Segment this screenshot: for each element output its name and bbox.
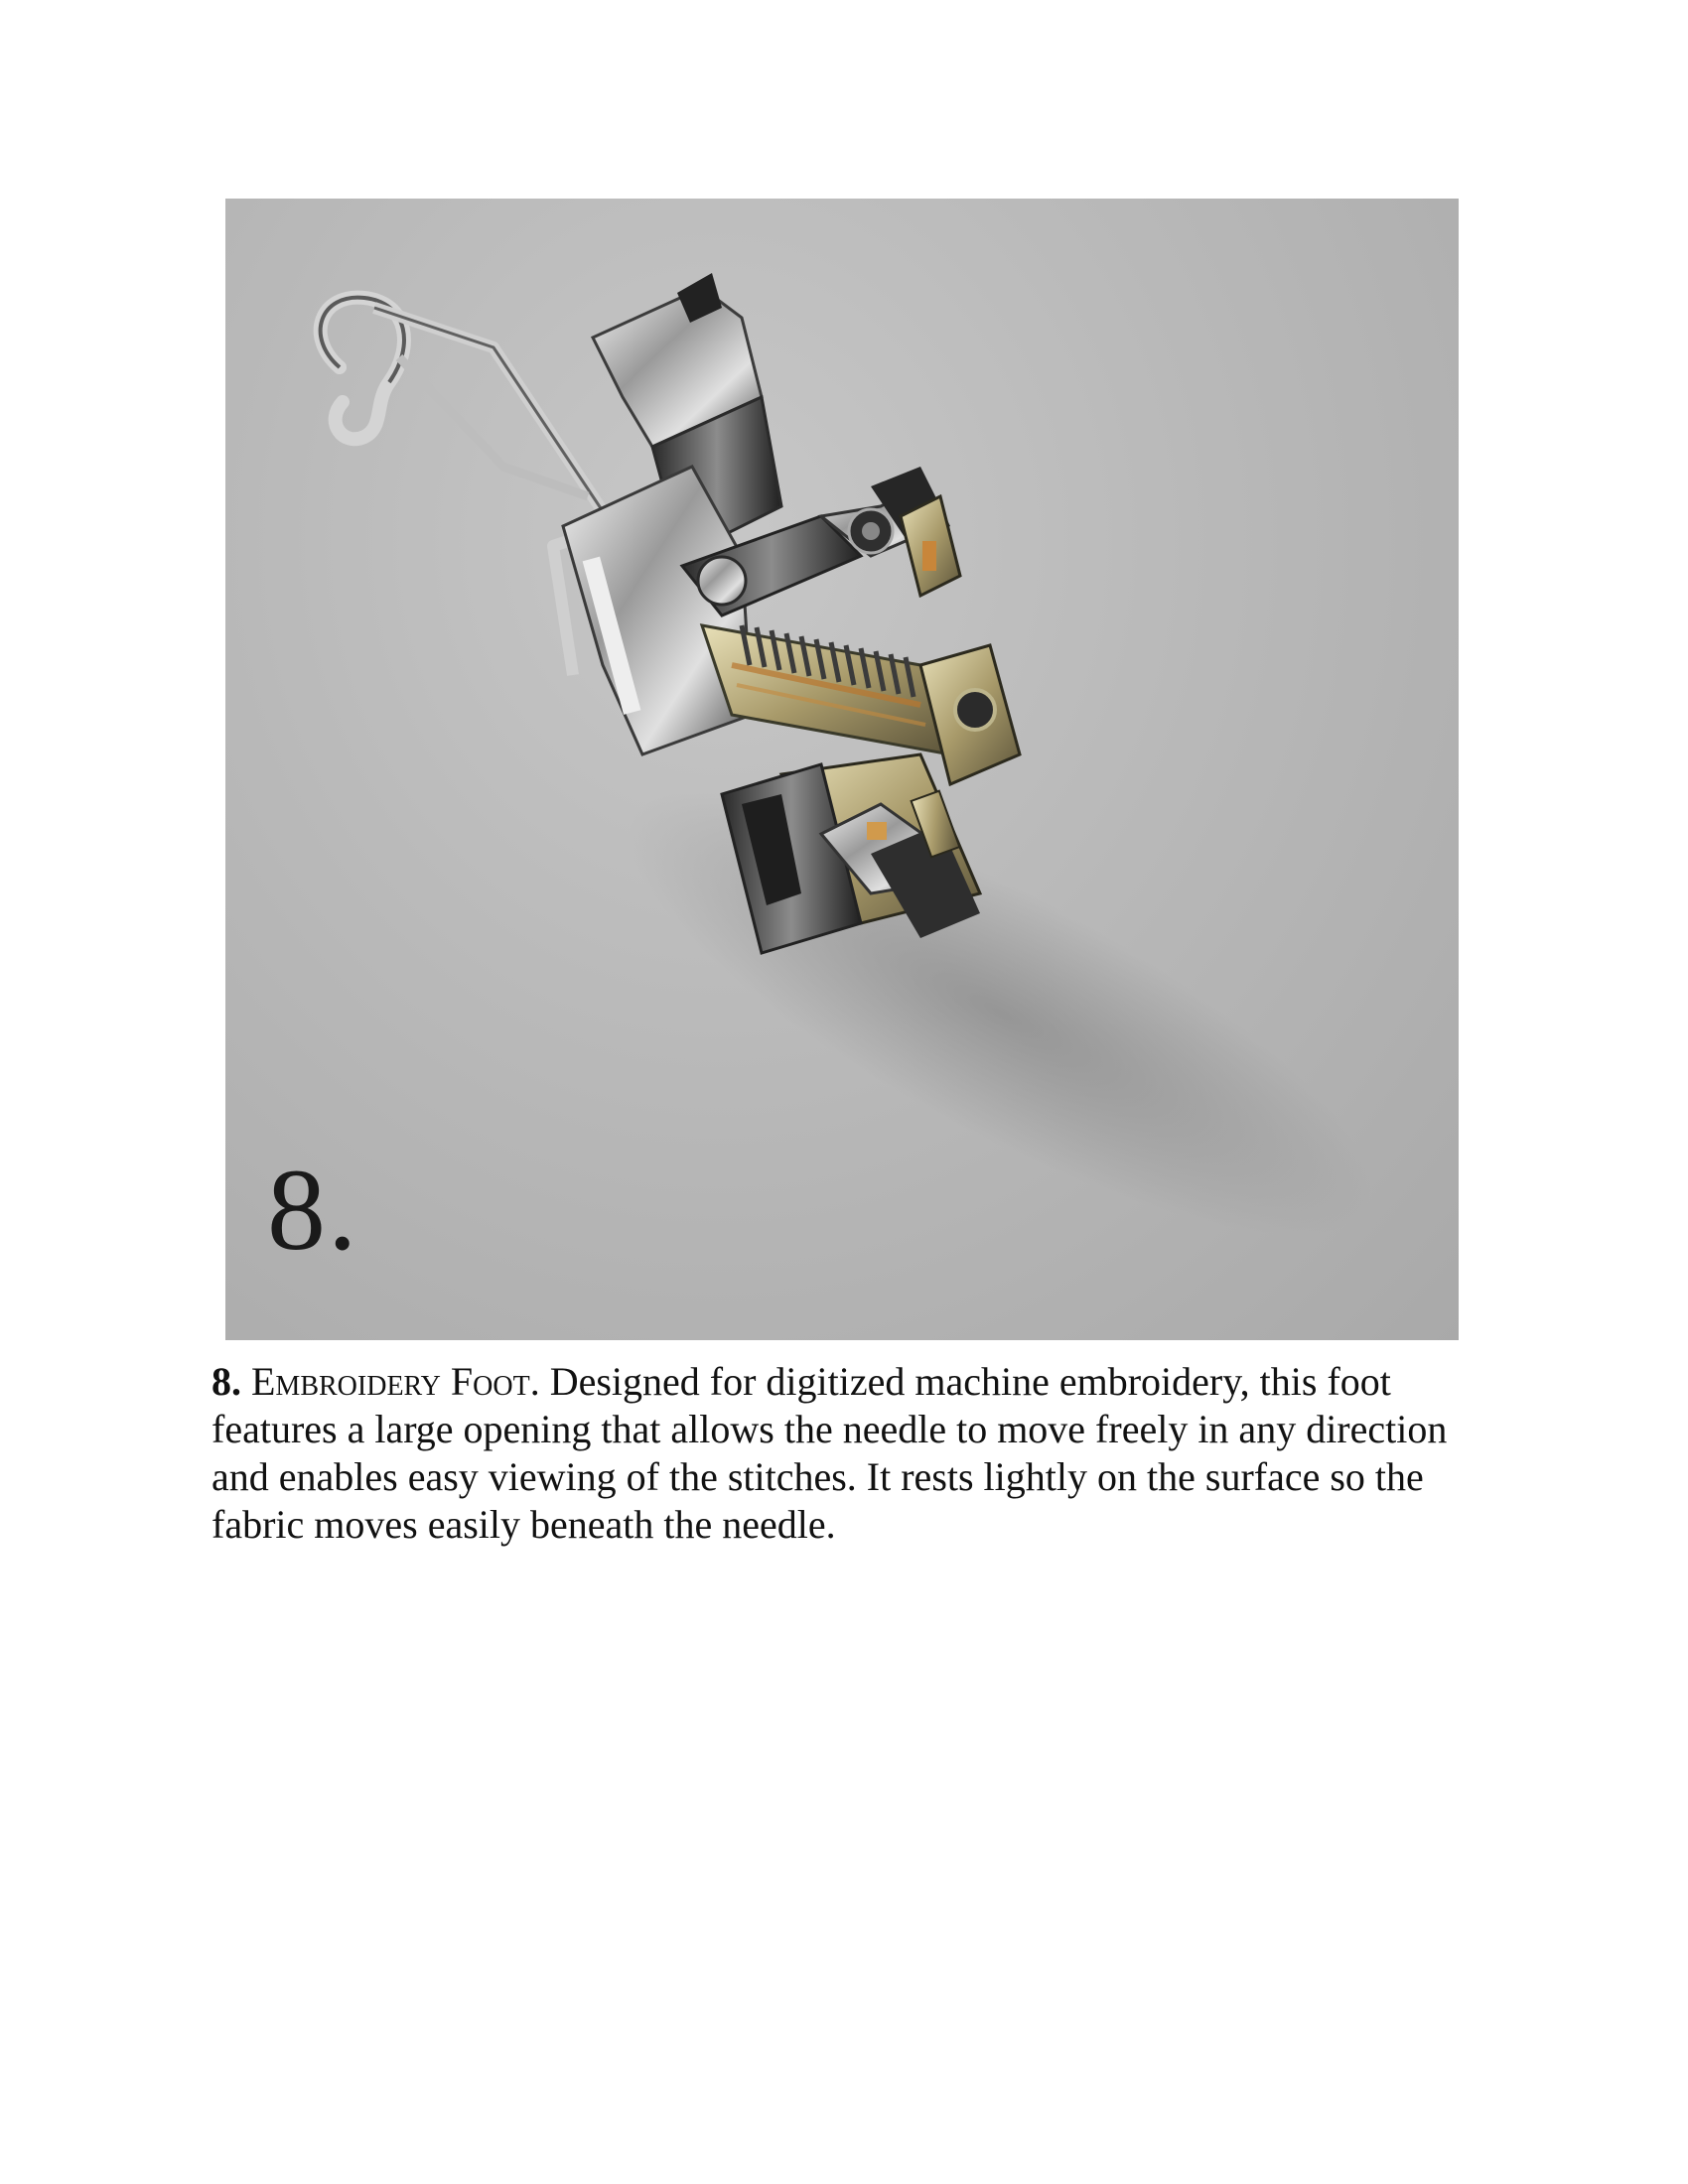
caption-number: 8. bbox=[211, 1359, 241, 1404]
caption-title: Embroidery Foot. bbox=[251, 1359, 540, 1404]
figure-caption bbox=[211, 1358, 1492, 1549]
figure-number-label: 8. bbox=[267, 1145, 359, 1275]
embroidery-foot-photo bbox=[225, 199, 1459, 1340]
caption-text: Designed for digitized machine embroidery, this foot features a large opening that allows the needle to move freely in any direction and enables easy viewing of the stitches. It rests lightly on the surface so the fabric moves easily beneath the needle. bbox=[211, 1359, 1448, 1547]
embroidery-foot-illustration bbox=[225, 199, 1459, 1340]
